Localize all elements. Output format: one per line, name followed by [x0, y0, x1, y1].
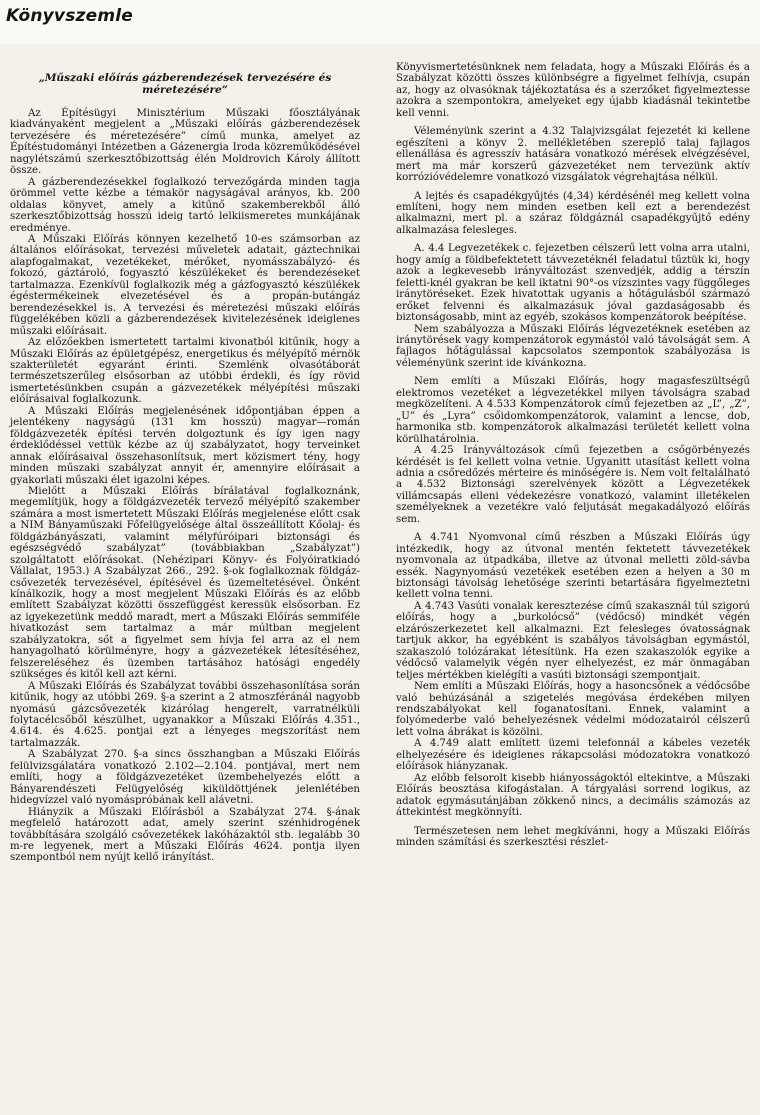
- paragraph: A. 4.4 Legvezetékek c. fejezetben célszerű lett volna arra utalni, hogy amíg a földbefektetett távvezetéknél feladatul tűztük ki, hogy azok a legkevesebb irányváltozást szenvedjék, addig a térszín feletti-knél gyakran be kell iktatni 90°-os vízszintes vagy függőleges iránytöréseket. Ezek hivatottak ugyanis a hőtágulásból származó erőket felvenni és alkalmazásuk jóval gazdaságosabb és biztonságosabb, mint az egyéb, szokásos kompenzátorok beépítése.: [396, 243, 750, 324]
- paragraph: A 4.743 Vasúti vonalak keresztezése című szakasznál túl szigorú előírás, hogy a „burkolócső” (védőcső) mindkét végén elzárószerkezetet kell alkalmazni. Ezt felesleges óvatosságnak tartjuk akkor, ha egyébként is szabályos távolságban egymástól, szakaszoló tolózárakat létesítünk. Ha ezen szakaszolók egyike a védőcső valamelyik végén nyer elhelyezést, ez már önmagában teljes mértékben kielégíti a vasúti biztonsági szempontjait.: [396, 600, 750, 681]
- paragraph: Könyvismertetésünknek nem feladata, hogy a Műszaki Előírás és a Szabályzat közötti összes különbségre a figyelmet felhívja, csupán az, hogy az olvasóknak tájékoztatása és a szerzőket figyelmeztesse azokra a szempontokra, amelyeket egy újabb kiadásnál tekintetbe kell venni.: [396, 62, 750, 119]
- paragraph: Mielőtt a Műszaki Előírás bírálatával foglalkoznánk, megemlítjük, hogy a földgázvezeték tervező mélyépítő szakember számára a most ismertetett Műszaki Előírás megjelenése előtt csak a NIM Bányaműszaki Főfelügyelősége által összeállított Kőolaj- és földgázbányászati, valamint mélyfúróipari biztonsági és egészségvédő szabályzat” (továbbiakban „Szabályzat”) szolgáltatott előírásokat. (Nehézipari Könyv- és Folyóiratkiadó Vállalat, 1953.) A Szabályzat 266., 292. §-ok foglalkoznak földgáz-csővezeték tervezésével, építésével és üzemeltetésével. Önként kínálkozik, hogy a most megjelent Műszaki Előírás és az előbb említett Szabályzat közötti összefüggést keressük elsősorban. Ez az igyekezetünk meddő maradt, mert a Műszaki Előírás semmiféle hivatkozást sem tartalmaz a már múltban megjelent szabályzatokra, sőt a figyelmet sem hívja fel arra az el nem hanyagolható körülményre, hogy a gázvezetékek létesítéséhez, felszereléséhez és üzemben tartásához hatósági engedély szükséges és kitől kell azt kérni.: [10, 485, 360, 681]
- paragraph: Véleményünk szerint a 4.32 Talajvizsgálat fejezetét ki kellene egészíteni a könyv 2. mellékletében szereplő talaj fajlagos ellenállása és agresszív hatására vonatkozó mérések elvégzésével, mert ma már korszerű gázvezetéket nem tervezünk aktív korrózióvédelemre vonatkozó vizsgálatok végrehajtása nélkül.: [396, 126, 750, 184]
- article-title: „Műszaki előírás gázberendezések tervezésére és méretezésére”: [38, 72, 332, 96]
- paragraph: A 4.741 Nyomvonal című részben a Műszaki Előírás úgy intézkedik, hogy az útvonal mentén fektetett távvezetékek nyomvonala az útpadkába, illetve az útvonal melletti zöld-sávba essék. Nagynyomású vezetékek esetében ezen a helyen a 30 m biztonsági távolság lehetősége szerinti betartására figyelmeztetni kellett volna tenni.: [396, 532, 750, 601]
- paragraph: Természetesen nem lehet megkívánni, hogy a Műszaki Előírás minden számítási és szerkesztési részlet-: [396, 825, 750, 848]
- paragraph: Nem szabályozza a Műszaki Előírás légvezetéknek esetében az iránytörések vagy kompenzátorok egymástól való távolságát sem. A fajlagos hőtágulással kapcsolatos szempontok szabályozása is véleményünk szerint ide kívánkozna.: [396, 323, 750, 369]
- paragraph: A Műszaki Előírás könnyen kezelhető 10-es számsorban az általános előírásokat, tervezési műveletek adatait, gáztechnikai alapfogalmakat, vezetékeket, mérőket, nyomásszabályzó- és fokozó, gáztároló, fogyasztó készülékeket és berendezéseket tartalmazza. Ezenkívül foglalkozik még a gázfogyasztó készülékek égéstermékeinek elvezetésével és a propán-butángáz berendezésekkel is. A tervezési és méretezési műszaki előírás függelékében közli a gázberendezések kivitelezésének ideiglenes műszaki előírásait.: [10, 233, 360, 337]
- paragraph: A 4.25 Irányváltozások című fejezetben a csőgörbényezés kérdését is fel kellett volna vetnie. Ugyanitt utasítást kellett volna adnia a csőredőzés mérteire és minőségére is. Nem volt feltalálható a 4.532 Biztonsági szerelvények között a Légvezetékek villámcsapás elleni védekezésre vonatkozó, valamint illetékelen személyeknek a vezetékre való feljutását megakadályozó előírás sem.: [396, 445, 750, 525]
- section-title: Könyvszemle: [6, 6, 134, 26]
- paragraph: Nem említi a Műszaki Előírás, hogy a hasoncsőnek a védőcsőbe való behúzásánál a szigetelés megóvása érdekében milyen rendszabályokat kell foganatosítani. Ennek, valamint a folyómederbe való behelyezésnek védelmi módozatairól célszerű lett volna ábrákat is közölni.: [396, 681, 750, 738]
- paragraph: A 4.749 alatt említett üzemi telefonnál a kábeles vezeték elhelyezésére és ideiglenes rákapcsolási módozatokra vonatkozó előírások hiányzanak.: [396, 738, 750, 773]
- paragraph: A lejtés és csapadékgyűjtés (4,34) kérdésénél meg kellett volna említeni, hogy nem minden esetben kell ezt a berendezést alkalmazni, mert pl. a száraz földgáznál csapadékgyűjtő edény alkalmazása felesleges.: [396, 190, 750, 236]
- paragraph: Az előbb felsorolt kisebb hiányosságoktól eltekintve, a Műszaki Előírás beosztása kifogástalan. A tárgyalási sorrend logikus, az adatok egymásutánjában zökkenő nincs, a decimális számozás az áttekintést megkönnyíti.: [396, 772, 750, 819]
- paragraph: A Műszaki Előírás megjelenésének időpontjában éppen a jelentékeny nagyságú (131 km hosszú) magyar—román földgázvezeték építési tervén dolgoztunk és így igen nagy érdeklődéssel vettük kézbe az új szabályzatot, hogy terveinket annak előírásaival összehasonlítsuk, mert közismert tény, hogy minden műszaki szabályzat annyit ér, amennyire előírásait a gyakorlati műszaki élet igazolni képes.: [10, 405, 360, 486]
- right-column: [396, 62, 750, 848]
- paragraph: A gázberendezésekkel foglalkozó tervezőgárda minden tagja örömmel vette kézbe a témakör nagyságával arányos, kb. 200 oldalas könyvet, amely a kitűnő szakemberekből álló szerkesztőbizottság hosszú ideig tartó lelkiismeretes munkájának eredménye.: [10, 176, 360, 234]
- paragraph: Az előzőekben ismertetett tartalmi kivonatból kitűnik, hogy a Műszaki Előírás az épületgépész, energetikus és mélyépítő mérnök szakterületét egyaránt érinti. Szemlénk olvasótáborát természetszerűleg elsősorban az utóbbi érdekli, és így rövid ismertetésünkben csupán a gázvezetékek mélyépítési műszaki előírásaival foglalkozunk.: [10, 337, 360, 406]
- left-column: [10, 62, 360, 864]
- paragraph: A Műszaki Előírás és Szabályzat további összehasonlítása során kitűnik, hogy az utóbbi 269. §-a szerint a 2 atmoszféránál nagyobb nyomású gázcsővezeték kizárólag hengerelt, varratnélküli folytacélcsőből készülhet, ugyanakkor a Műszaki Előírás 4.351., 4.614. és 4.625. pontjai ezt a lényeges megszorítást nem tartalmazzák.: [10, 680, 360, 749]
- page-header: [0, 0, 760, 44]
- paragraph: A Szabályzat 270. §-a sincs összhangban a Műszaki Előírás felülvizsgálatára vonatkozó 2.102—2.104. pontjával, mert nem említi, hogy a földgázvezetéket üzembehelyezés előtt a Bányarendészeti Felügyelőség kiküldöttjének jelenlétében hidegvízzel való nyomáspróbának kell alávetni.: [10, 749, 360, 807]
- paragraph: Az Építésügyi Minisztérium Műszaki főosztályának kiadványaként megjelent a „Műszaki előírás gázberendezések tervezésére és méretezésére” című munka, amelyet az Építéstudományi Intézetben a Gázenergia Iroda közreműködésével nagylétszámú szerkesztőbizottság élén Moldrovich Károly állított össze.: [10, 108, 360, 177]
- paragraph: Hiányzik a Műszaki Előírásból a Szabályzat 274. §-ának megfelelő határozott adat, amely szerint szénhidrogének továbbítására szolgáló csővezetékek lakóházaktól stb. legalább 30 m-re legyenek, mert a Műszaki Előírás 4624. pontja ilyen szempontból nem nyújt kellő irányítást.: [10, 806, 360, 864]
- paragraph: Nem említi a Műszaki Előírás, hogy magasfeszültségű elektromos vezetéket a légvezetékkel milyen távolságra szabad megközelíteni. A 4.533 Kompenzátorok című fejezetben az „L”, „Z”, „U” és „Lyra” csőidomkompenzátorok, valamint a lencse, dob, harmonika stb. kompenzátorok alkalmazási területét kellett volna körülhatárolnia.: [396, 376, 750, 445]
